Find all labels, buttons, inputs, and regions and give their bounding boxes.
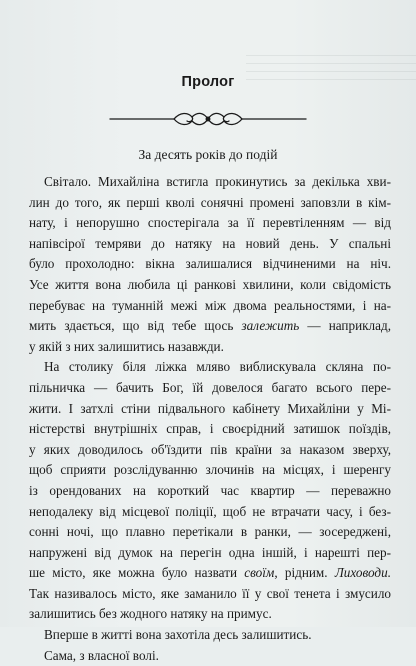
text-line bbox=[29, 522, 391, 543]
text-segment: Вперше в житті вона захотіла десь залишитись. bbox=[44, 627, 312, 643]
text-line bbox=[29, 316, 391, 337]
text-line bbox=[29, 481, 391, 502]
text-line bbox=[29, 563, 391, 584]
text-segment: жити. І затхлі стіни підвального кабінету Михайліни у Мі- bbox=[29, 400, 391, 416]
text-segment: Усе життя вона любила ці ранкові хвилини, коли свідомість bbox=[29, 276, 391, 292]
text-segment: із орендованих на короткий час квартир — переважно bbox=[29, 482, 391, 498]
text-segment: Сама, з власної волі. bbox=[44, 647, 159, 663]
text-line bbox=[29, 275, 391, 296]
text-line bbox=[29, 213, 391, 234]
text-segment: лин до того, як перші кволі сонячні промені заповзли в кім- bbox=[29, 194, 391, 210]
text-segment: перебуває на туманній межі між двома реальностями, і на- bbox=[29, 297, 391, 313]
text-segment: Світало. Михайліна встигла прокинутись за декілька хви- bbox=[44, 174, 391, 189]
text-line bbox=[29, 172, 391, 193]
text-segment: у якій з них залишитись назавжди. bbox=[29, 338, 224, 354]
text-line bbox=[29, 254, 391, 275]
text-line bbox=[29, 646, 391, 666]
text-line bbox=[29, 440, 391, 461]
text-line bbox=[29, 419, 391, 440]
text-segment: Так називалось місто, яке заманило її у свої тенета і змусило bbox=[29, 585, 391, 601]
chapter-title: Пролог bbox=[181, 74, 235, 90]
text-segment: напружені від думок на перегін одна іншій, і нарешті пер- bbox=[29, 544, 391, 560]
text-line bbox=[29, 625, 391, 646]
text-line bbox=[29, 399, 391, 420]
text-segment: нату, і непорушно спостерігала за її перевтіленням — від bbox=[29, 215, 391, 231]
paragraph bbox=[29, 357, 391, 625]
text-segment: ністерстві внутрішніх справ, і своєрідний затишок поїздів, bbox=[29, 421, 391, 437]
text-line bbox=[29, 378, 391, 399]
text-segment: неподалеку від місцевої поліції, щоб не втрачати часу, і без- bbox=[29, 503, 391, 519]
text-line bbox=[29, 502, 391, 523]
text-segment: у яких доводилось об'їздити пів країни за наказом зверху, bbox=[29, 441, 391, 457]
text-line bbox=[29, 234, 391, 255]
italic-text-segment: Лиховоди. bbox=[334, 565, 391, 581]
text-segment: щоб сприяти розслідуванню злочинів на місцях, і шеренгу bbox=[29, 462, 391, 478]
text-segment: сонні ночі, що плавно перетікали в ранки, — зосереджені, bbox=[29, 524, 391, 540]
text-line bbox=[29, 357, 391, 378]
text-segment: мить здається, що від тебе щось bbox=[29, 318, 242, 334]
ornament-divider-icon bbox=[108, 108, 308, 130]
text-line bbox=[29, 584, 391, 605]
paragraph bbox=[29, 172, 391, 357]
text-segment: На столику біля ліжка мляво виблискувала скляна по- bbox=[44, 359, 391, 375]
text-line bbox=[29, 193, 391, 214]
chapter-subtitle: За десять років до подій bbox=[138, 147, 278, 162]
text-line bbox=[29, 543, 391, 564]
text-segment: — наприклад, bbox=[299, 318, 391, 334]
paragraph bbox=[29, 625, 391, 646]
body-text bbox=[29, 172, 391, 666]
text-segment: пільничка — бачить Бог, їй довелося багато всього пере- bbox=[29, 379, 391, 395]
text-segment: ше місто, яке можна було назвати bbox=[29, 565, 245, 581]
text-segment: , рідним. bbox=[274, 565, 335, 581]
text-line bbox=[29, 460, 391, 481]
text-segment: залишитись без жодного натяку на примус. bbox=[29, 606, 272, 622]
text-segment: було прохолодно: вікна залишалися відчиненими на ніч. bbox=[29, 256, 391, 272]
text-line bbox=[29, 604, 391, 625]
italic-text-segment: залежить bbox=[241, 318, 300, 334]
italic-text-segment: своїм bbox=[244, 565, 275, 581]
text-line bbox=[29, 337, 391, 358]
paragraph bbox=[29, 646, 391, 666]
text-segment: напівсірої темряви до натяку на новий день. У спальні bbox=[29, 235, 391, 251]
text-line bbox=[29, 296, 391, 317]
